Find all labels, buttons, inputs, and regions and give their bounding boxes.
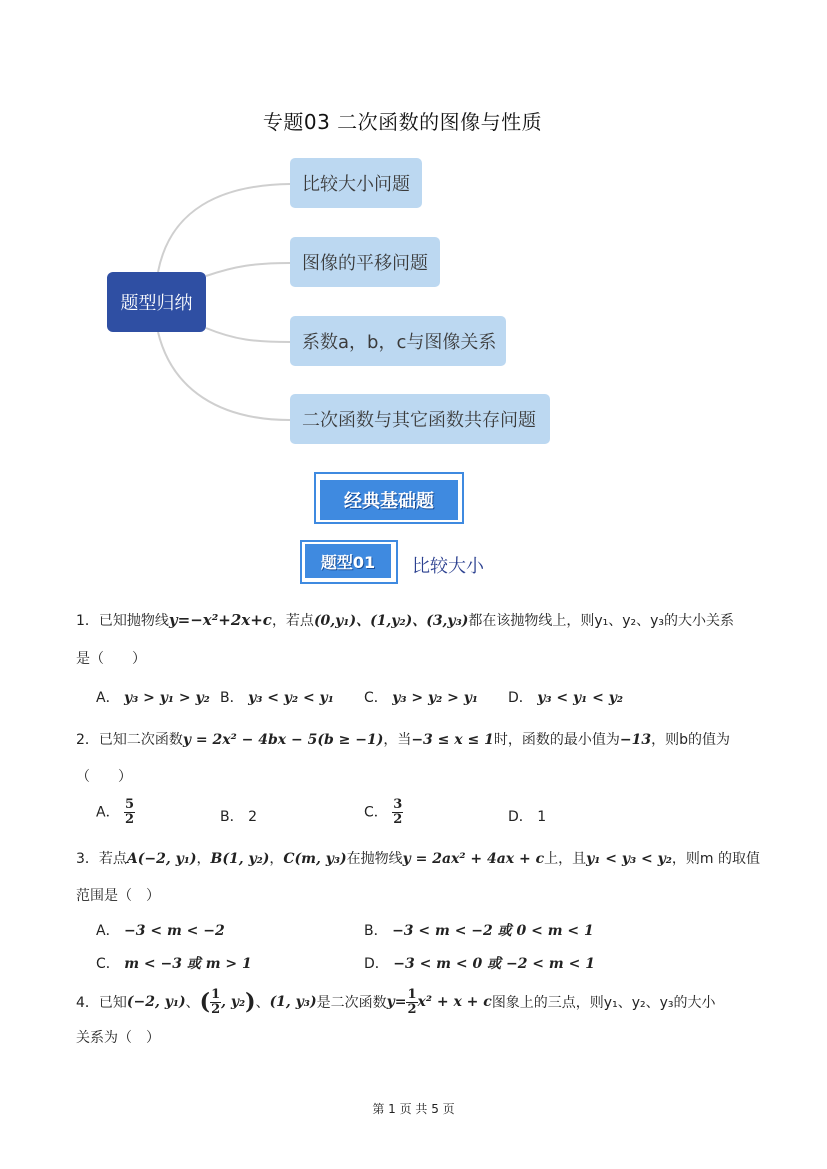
page-footer: 第 1 页 共 5 页 [372, 1102, 455, 1116]
mindmap-branch-coefficients: 系数a，b，c与图像关系 [290, 316, 506, 366]
q2-option-d: D． 1 [508, 809, 547, 825]
q1-option-b: B． y₃ < y₂ < y₁ [220, 690, 334, 706]
question-3-line2: 范围是（ ） [76, 888, 160, 904]
q1-option-a: A． y₃ > y₁ > y₂ [96, 690, 210, 706]
question-2: 2．已知二次函数y = 2x² − 4bx − 5(b ≥ −1)，当−3 ≤ x ≤ 1时，函数的最小值为−13，则b的值为 [76, 732, 730, 748]
mindmap-root: 题型归纳 [107, 272, 206, 332]
q1-option-d: D． y₃ < y₁ < y₂ [508, 690, 623, 706]
q3-option-c: C． m < −3 或 m > 1 [96, 956, 252, 972]
mindmap-branch-translation: 图像的平移问题 [290, 237, 440, 287]
type-tag: 题型01 [300, 540, 398, 584]
question-2-line2: （ ） [76, 769, 132, 785]
mindmap-branch-coexistence: 二次函数与其它函数共存问题 [290, 394, 550, 444]
mindmap-branch-compare: 比较大小问题 [290, 158, 422, 208]
question-4: 4．已知 (−2, y₁) 、 ( $\frac{1}{2}$ , y₂ ) 、 (1, y₃) 是二次函数 y= $\frac{1}{2}$ x² + x + c 图象上的三点，则y₁、y₂、y₃的大小 [76, 986, 716, 1017]
type-title: 比较大小 [412, 556, 484, 577]
question-3: 3．若点A(−2, y₁)，B(1, y₂)，C(m, y₃)在抛物线y = 2ax² + 4ax + c上，且y₁ < y₃ < y₂，则m 的取值 [76, 851, 760, 867]
mindmap-connectors [0, 0, 827, 460]
page-title: 专题03 二次函数的图像与性质 [262, 110, 543, 134]
q1-option-c: C． y₃ > y₂ > y₁ [364, 690, 478, 706]
q2-option-b: B． 2 [220, 809, 257, 825]
question-1: 1．已知抛物线y=−x²+2x+c，若点(0,y₁)、(1,y₂)、(3,y₃)都在该抛物线上，则y₁、y₂、y₃的大小关系 [76, 611, 735, 629]
question-4-line2: 关系为（ ） [76, 1030, 160, 1046]
section-banner: 经典基础题 [314, 472, 464, 524]
q3-option-d: D． −3 < m < 0 或 −2 < m < 1 [364, 956, 595, 972]
q2-option-a: A． $\frac{5}{2}$ [96, 797, 135, 827]
q3-option-a: A． −3 < m < −2 [96, 923, 225, 939]
q2-option-c: C． $\frac{3}{2}$ [364, 797, 403, 827]
q3-option-b: B． −3 < m < −2 或 0 < m < 1 [364, 923, 594, 939]
question-1-line2: 是（ ） [76, 651, 146, 667]
